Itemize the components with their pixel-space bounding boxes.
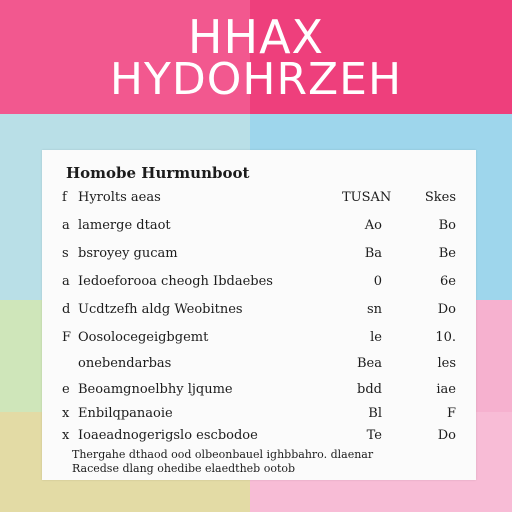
row-value-1: Bl [368,406,382,421]
row-value-1: Te [366,428,382,443]
row-value-2: 6e [440,274,456,289]
row-value-2: Do [437,302,456,317]
row-value-1: 0 [373,274,382,289]
row-name: Oosolocegeigbgemt [78,330,209,345]
table-row [62,356,462,378]
row-number: a [62,218,70,233]
row-value-1: Bea [357,356,382,371]
row-name: bsroyey gucam [78,246,178,261]
row-name: Hyrolts aeas [78,190,161,205]
row-name: onebendarbas [78,356,172,371]
row-number: x [62,428,70,443]
row-value-1: sn [366,302,382,317]
row-name: Ucdtzefh aldg Weobitnes [78,302,243,317]
row-name: Enbilqpanaoie [78,406,173,421]
row-value-1: le [370,330,382,345]
row-number: s [62,246,69,261]
row-value-2: Do [437,428,456,443]
row-value-1: Ba [364,246,382,261]
table-row [62,330,462,352]
row-number: x [62,406,70,421]
title-line-2: HYDOHRZEH [109,54,403,105]
table-row [62,246,462,268]
column-header-2: Skes [424,190,456,205]
table-row [62,218,462,240]
row-value-2: les [437,356,456,371]
row-name: lamerge dtaot [78,218,171,233]
row-name: Beoamgnoelbhy ljqume [78,382,233,397]
column-header-row [62,190,462,212]
table-row [62,382,462,404]
row-value-1: Ao [364,218,382,233]
row-number: e [62,382,70,397]
row-name: Ioaeadnogerigslo escbodoe [78,428,258,443]
table-row [62,406,462,428]
row-value-1: bdd [357,382,382,397]
title-line-1: HHAX [187,10,325,64]
row-number: f [62,190,67,205]
table-row [62,302,462,324]
footnote-line-1: Thergahe dthaod ood olbeonbauel ighbbahro. dlaenar [72,448,374,461]
card-heading: Homobe Hurmunboot [66,164,250,182]
row-number: F [62,330,72,345]
row-value-2: Bo [438,218,456,233]
row-value-2: F [446,406,456,421]
table-row [62,274,462,296]
row-number: d [62,302,71,317]
column-header-1: TUSAN [342,190,392,205]
row-value-2: iae [436,382,456,397]
row-value-2: Be [438,246,456,261]
table-row [62,428,462,450]
info-card [42,150,476,480]
footnote-line-2: Racedse dlang ohedibe elaedtheb ootob [72,462,296,475]
row-name: Iedoeforooa cheogh Ibdaebes [78,274,273,289]
row-number: a [62,274,70,289]
row-value-2: 10. [435,330,456,345]
